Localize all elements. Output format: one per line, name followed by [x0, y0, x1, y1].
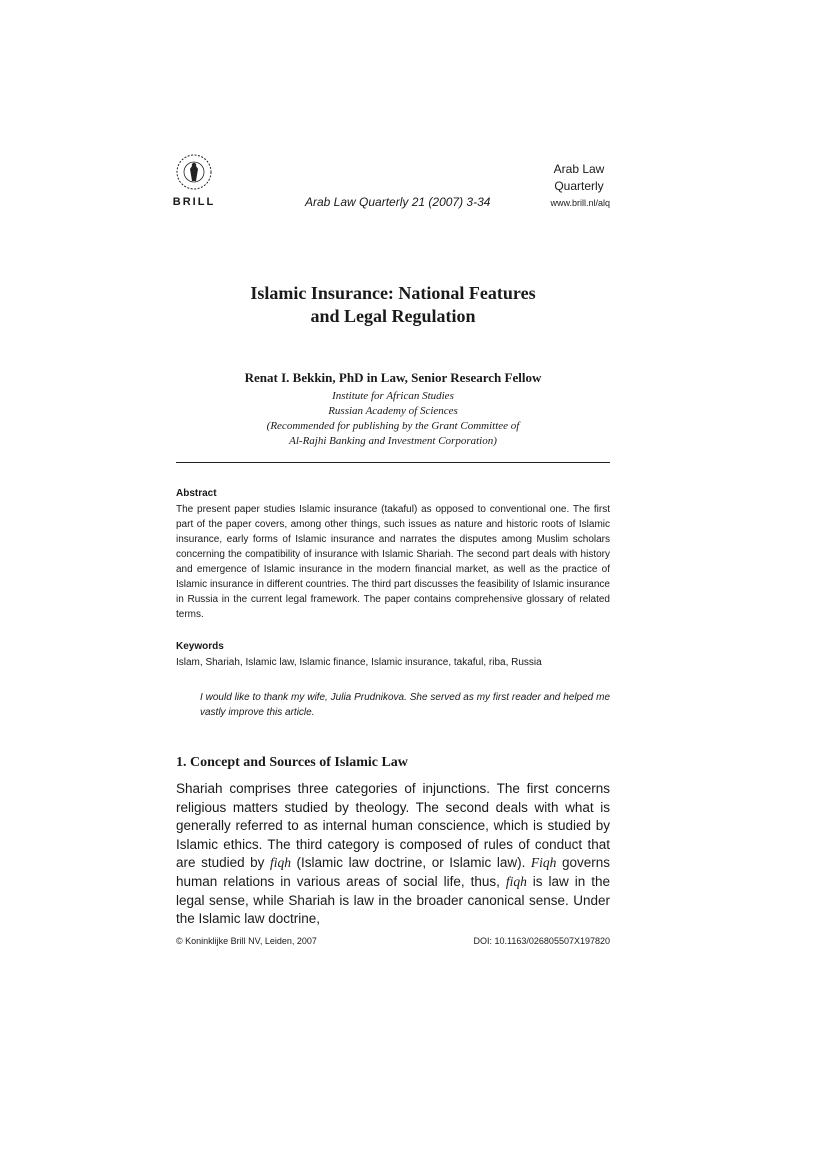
abstract-heading: Abstract: [176, 488, 217, 499]
copyright-notice: © Koninklijke Brill NV, Leiden, 2007: [176, 936, 317, 946]
affiliation-line: (Recommended for publishing by the Grant Committee of: [266, 420, 520, 432]
affiliation-line: Al-Rajhi Banking and Investment Corporation): [289, 435, 497, 447]
author-name: Renat I. Bekkin, PhD in Law, Senior Research Fellow: [244, 370, 542, 385]
body-text-part: is law in the legal sense, while Shariah is law in the broader canonical sense. Under the Islamic law doctrine,: [176, 873, 610, 927]
paper-title: [176, 282, 610, 328]
title-line-2: and Legal Regulation: [310, 306, 476, 326]
acknowledgement: I would like to thank my wife, Julia Prudnikova. She served as my first reader and helped me vastly improve this article.: [200, 692, 610, 718]
section-heading: 1. Concept and Sources of Islamic Law: [176, 755, 408, 770]
publisher-name: BRILL: [172, 196, 216, 208]
body-text-part: (Islamic law doctrine, or Islamic law).: [290, 855, 531, 871]
term-fiqh: fiqh: [505, 873, 527, 889]
affiliation-line: Russian Academy of Sciences: [328, 405, 458, 417]
term-fiqh: Fiqh: [530, 855, 557, 871]
doi-identifier: DOI: 10.1163/026805507X197820: [473, 936, 610, 946]
abstract-text: The present paper studies Islamic insurance (takaful) as opposed to conventional one. The first part of the paper covers, among other things, such issues as nature and historic roots of Islamic insurance, early forms of Islamic insurance and narrates the disputes among Muslim scholars concerning the compatibility of insurance with Islamic Shariah. The second part deals with history and emergence of Islamic insurance in the modern financial market, as well as the practice of Islamic insurance in different countries. The third part discusses the feasibility of Islamic insurance in Russia in the current legal framework. The paper contains comprehensive glossary of related terms.: [176, 504, 610, 620]
journal-block: [548, 161, 610, 208]
divider: [176, 462, 610, 463]
title-line-1: Islamic Insurance: National Features: [250, 283, 536, 303]
journal-url-link[interactable]: www.brill.nl/alq: [550, 198, 610, 208]
body-text-part: Shariah comprises three categories of injunctions. The first concerns religious matters studied by theology. The second deals with what is generally referred to as internal human conscience, which is studied by Islamic ethics. The third category is composed of rules of conduct that are studied by: [176, 781, 610, 871]
publisher-logo: [166, 152, 222, 208]
body-paragraph: [176, 780, 610, 929]
affiliation-line: Institute for African Studies: [332, 390, 454, 402]
brill-seal-icon: [172, 152, 216, 192]
term-fiqh: fiqh: [269, 855, 291, 871]
journal-citation: Arab Law Quarterly 21 (2007) 3-34: [305, 195, 491, 209]
body-text-part: governs human relations in various areas of social life, thus,: [176, 855, 610, 889]
author-block: [176, 370, 610, 449]
journal-name: Arab Law Quarterly: [553, 162, 605, 193]
keywords-heading: Keywords: [176, 641, 224, 652]
keywords-text: Islam, Shariah, Islamic law, Islamic finance, Islamic insurance, takaful, riba, Russia: [176, 657, 542, 668]
